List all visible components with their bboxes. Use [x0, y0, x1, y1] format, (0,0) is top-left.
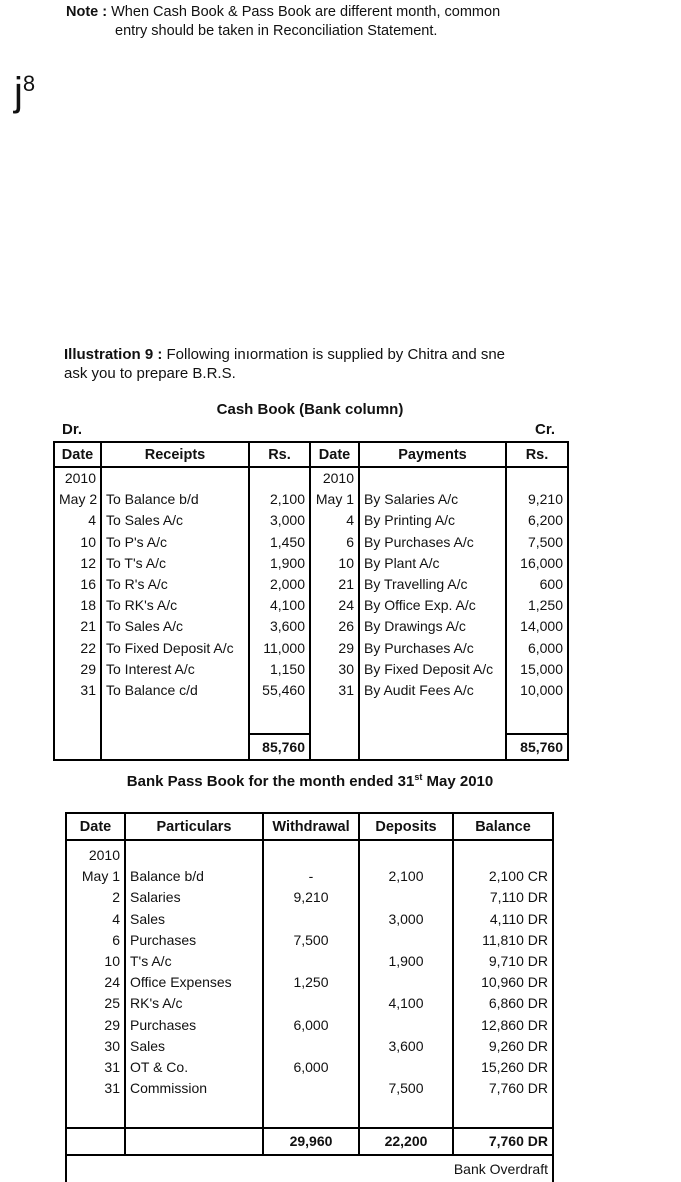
- cell-date: 31: [310, 680, 359, 701]
- cell-balance: 9,710 DR: [453, 951, 553, 972]
- cell-balance: 4,110 DR: [453, 909, 553, 930]
- dr-label: Dr.: [62, 421, 83, 438]
- pass-book-table: [65, 812, 554, 1182]
- cell-withdrawal: 6,000: [263, 1057, 359, 1078]
- cell-date: 4: [54, 510, 101, 531]
- cell-balance: 9,260 DR: [453, 1036, 553, 1057]
- margin-mark-main: j: [14, 70, 23, 114]
- cell-withdrawal: 1,250: [263, 972, 359, 993]
- table-row: [66, 1015, 553, 1036]
- cell-withdrawal: 7,500: [263, 930, 359, 951]
- cell-amount: 7,500: [506, 532, 568, 553]
- cell-date: 26: [310, 616, 359, 637]
- year-row: [54, 467, 568, 489]
- cell-receipt: To R's A/c: [101, 574, 249, 595]
- cell-amount: 15,000: [506, 659, 568, 680]
- cell-payment: By Purchases A/c: [359, 532, 506, 553]
- cell-amount: 9,210: [506, 489, 568, 510]
- cell-payment: By Drawings A/c: [359, 616, 506, 637]
- table-row: [66, 909, 553, 930]
- cell-payment: By Printing A/c: [359, 510, 506, 531]
- col-header-balance: Balance: [453, 813, 553, 840]
- table-row: [54, 680, 568, 701]
- cell-date: 18: [54, 595, 101, 616]
- cell-particulars: Sales: [125, 1036, 263, 1057]
- cell-receipt: To Sales A/c: [101, 510, 249, 531]
- cell-date: 24: [66, 972, 125, 993]
- cash-book-header-row: [54, 442, 568, 467]
- total-withdrawal: 29,960: [263, 1128, 359, 1155]
- cell-payment: By Office Exp. A/c: [359, 595, 506, 616]
- cell-withdrawal: 6,000: [263, 1015, 359, 1036]
- table-row: [66, 951, 553, 972]
- pass-book-title: Bank Pass Book for the month ended 31st May 2010: [126, 772, 494, 790]
- cell-balance: 7,110 DR: [453, 887, 553, 908]
- cell-payment: By Salaries A/c: [359, 489, 506, 510]
- cell-balance: 7,760 DR: [453, 1078, 553, 1099]
- cell-deposit: 4,100: [359, 993, 453, 1014]
- cell-receipt: To Fixed Deposit A/c: [101, 638, 249, 659]
- cell-amount: 3,000: [249, 510, 310, 531]
- cell-date: 16: [54, 574, 101, 595]
- cell-amount: 6,200: [506, 510, 568, 531]
- table-row: [54, 510, 568, 531]
- cell-withdrawal: 9,210: [263, 887, 359, 908]
- table-row: [54, 553, 568, 574]
- cell-particulars: RK's A/c: [125, 993, 263, 1014]
- cell-date: May 2: [54, 489, 101, 510]
- note-line-2: entry should be taken in Reconciliation Statement.: [115, 23, 438, 39]
- cell-balance: 10,960 DR: [453, 972, 553, 993]
- cell-payment: By Purchases A/c: [359, 638, 506, 659]
- col-header-receipts: Receipts: [101, 442, 249, 467]
- cell-payment: By Plant A/c: [359, 553, 506, 574]
- table-row: [54, 574, 568, 595]
- cell-date: 29: [54, 659, 101, 680]
- cell-withdrawal: [263, 909, 359, 930]
- cell-deposit: 1,900: [359, 951, 453, 972]
- cell-amount: 11,000: [249, 638, 310, 659]
- cell-date: 2010: [310, 467, 359, 489]
- col-header-payments: Payments: [359, 442, 506, 467]
- cell-date: 31: [66, 1057, 125, 1078]
- cell-amount: 1,900: [249, 553, 310, 574]
- cell-date: 25: [66, 993, 125, 1014]
- cell-withdrawal: [263, 1036, 359, 1057]
- illustration: [64, 345, 564, 383]
- cell-particulars: OT & Co.: [125, 1057, 263, 1078]
- cell-balance: 15,260 DR: [453, 1057, 553, 1078]
- cell-particulars: Office Expenses: [125, 972, 263, 993]
- cell-date: 6: [310, 532, 359, 553]
- cell-date: 22: [54, 638, 101, 659]
- table-row: [66, 1057, 553, 1078]
- cell-date: May 1: [310, 489, 359, 510]
- col-header-date: Date: [66, 813, 125, 840]
- table-row: [54, 616, 568, 637]
- table-row: [66, 866, 553, 887]
- margin-mark: [14, 62, 35, 114]
- cell-balance: 11,810 DR: [453, 930, 553, 951]
- table-row: [66, 1036, 553, 1057]
- cr-label: Cr.: [535, 421, 556, 438]
- cell-payment: By Travelling A/c: [359, 574, 506, 595]
- cell-receipt: To P's A/c: [101, 532, 249, 553]
- cell-date: 31: [54, 680, 101, 701]
- bank-overdraft-label: Bank Overdraft: [66, 1155, 553, 1182]
- cell-date: 21: [54, 616, 101, 637]
- cell-date: 30: [310, 659, 359, 680]
- cell-receipt: To RK's A/c: [101, 595, 249, 616]
- cell-deposit: [359, 1015, 453, 1036]
- cell-particulars: Sales: [125, 909, 263, 930]
- cell-deposit: [359, 887, 453, 908]
- total-cr: 85,760: [506, 734, 568, 760]
- cell-date: 29: [66, 1015, 125, 1036]
- cell-balance: 2,100 CR: [453, 866, 553, 887]
- cell-deposit: 7,500: [359, 1078, 453, 1099]
- cell-date: 21: [310, 574, 359, 595]
- cell-date: 31: [66, 1078, 125, 1099]
- cell-date: 12: [54, 553, 101, 574]
- table-row: [66, 887, 553, 908]
- margin-mark-sup: 8: [22, 71, 36, 96]
- cell-amount: 4,100: [249, 595, 310, 616]
- col-header-rs: Rs.: [249, 442, 310, 467]
- cash-book-title: Cash Book (Bank column): [216, 401, 404, 418]
- col-header-rs: Rs.: [506, 442, 568, 467]
- cell-balance: 6,860 DR: [453, 993, 553, 1014]
- cell-amount: 16,000: [506, 553, 568, 574]
- cell-withdrawal: -: [263, 866, 359, 887]
- cell-date: 24: [310, 595, 359, 616]
- cell-amount: 1,250: [506, 595, 568, 616]
- cell-amount: 6,000: [506, 638, 568, 659]
- cell-date: May 1: [66, 866, 125, 887]
- cell-particulars: Balance b/d: [125, 866, 263, 887]
- table-row: [66, 1078, 553, 1099]
- total-deposits: 22,200: [359, 1128, 453, 1155]
- cell-date: 10: [310, 553, 359, 574]
- cell-deposit: 2,100: [359, 866, 453, 887]
- cell-amount: 55,460: [249, 680, 310, 701]
- cell-date: 6: [66, 930, 125, 951]
- cell-amount: 600: [506, 574, 568, 595]
- table-row: [54, 595, 568, 616]
- total-dr: 85,760: [249, 734, 310, 760]
- cell-deposit: [359, 972, 453, 993]
- illustration-text-1: Following inıormation is supplied by Chitra and sne: [166, 346, 506, 363]
- illustration-label: Illustration 9 :: [64, 346, 163, 363]
- cell-receipt: To T's A/c: [101, 553, 249, 574]
- cell-deposit: [359, 1057, 453, 1078]
- note-label: Note :: [66, 4, 108, 20]
- cell-particulars: Purchases: [125, 1015, 263, 1036]
- total-row: [54, 734, 568, 760]
- cell-amount: 3,600: [249, 616, 310, 637]
- cell-amount: 1,150: [249, 659, 310, 680]
- table-row: [66, 930, 553, 951]
- pass-book-header-row: [66, 813, 553, 840]
- cell-receipt: To Interest A/c: [101, 659, 249, 680]
- cell-date: 2010: [66, 840, 125, 866]
- cell-amount: 1,450: [249, 532, 310, 553]
- footer-row: [66, 1155, 553, 1182]
- cell-withdrawal: [263, 1078, 359, 1099]
- cell-particulars: Salaries: [125, 887, 263, 908]
- cell-particulars: T's A/c: [125, 951, 263, 972]
- cell-receipt: To Balance c/d: [101, 680, 249, 701]
- cell-deposit: [359, 930, 453, 951]
- cell-date: 30: [66, 1036, 125, 1057]
- note-line-1: When Cash Book & Pass Book are different month, common: [111, 4, 501, 20]
- cell-payment: By Fixed Deposit A/c: [359, 659, 506, 680]
- cell-particulars: Commission: [125, 1078, 263, 1099]
- table-row: [54, 659, 568, 680]
- col-header-withdrawal: Withdrawal: [263, 813, 359, 840]
- cell-withdrawal: [263, 951, 359, 972]
- cell-amount: 14,000: [506, 616, 568, 637]
- cell-deposit: 3,000: [359, 909, 453, 930]
- cell-date: 2: [66, 887, 125, 908]
- table-row: [54, 532, 568, 553]
- total-balance: 7,760 DR: [453, 1128, 553, 1155]
- cell-date: 4: [310, 510, 359, 531]
- table-row: [54, 489, 568, 510]
- col-header-date: Date: [54, 442, 101, 467]
- illustration-text-2: ask you to prepare B.R.S.: [64, 365, 236, 382]
- cell-withdrawal: [263, 993, 359, 1014]
- cell-receipt: To Balance b/d: [101, 489, 249, 510]
- year-row: [66, 840, 553, 866]
- cell-amount: 2,000: [249, 574, 310, 595]
- cash-book-table: [53, 441, 569, 761]
- col-header-particulars: Particulars: [125, 813, 263, 840]
- cell-date: 2010: [54, 467, 101, 489]
- spacer-row: [54, 701, 568, 734]
- cell-date: 29: [310, 638, 359, 659]
- cell-payment: By Audit Fees A/c: [359, 680, 506, 701]
- cell-amount: 2,100: [249, 489, 310, 510]
- cell-particulars: Purchases: [125, 930, 263, 951]
- table-row: [54, 638, 568, 659]
- cell-deposit: 3,600: [359, 1036, 453, 1057]
- table-row: [66, 993, 553, 1014]
- col-header-date: Date: [310, 442, 359, 467]
- spacer-row: [66, 1099, 553, 1128]
- col-header-deposits: Deposits: [359, 813, 453, 840]
- cell-date: 10: [66, 951, 125, 972]
- note: [66, 3, 586, 41]
- cell-amount: 10,000: [506, 680, 568, 701]
- cell-date: 4: [66, 909, 125, 930]
- total-row: [66, 1128, 553, 1155]
- cell-date: 10: [54, 532, 101, 553]
- table-row: [66, 972, 553, 993]
- cell-receipt: To Sales A/c: [101, 616, 249, 637]
- cell-balance: 12,860 DR: [453, 1015, 553, 1036]
